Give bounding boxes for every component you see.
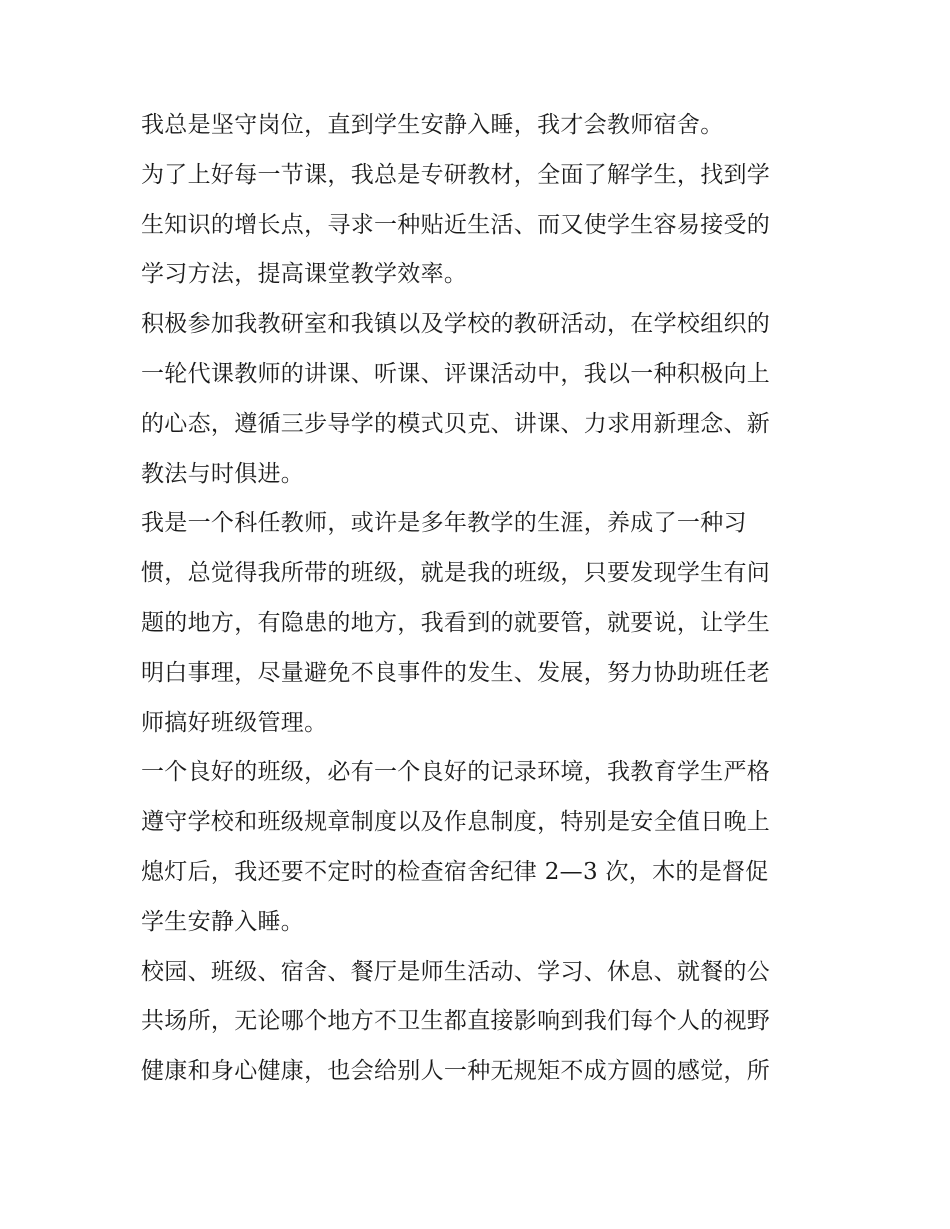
text-line: 积极参加我教研室和我镇以及学校的教研活动，在学校组织的 bbox=[141, 311, 771, 338]
text-line: 我总是坚守岗位，直到学生安静入睡，我才会教师宿舍。 bbox=[141, 112, 724, 138]
text-line: 明白事理，尽量避免不良事件的发生、发展，努力协助班任老 bbox=[141, 659, 771, 686]
text-line: 为了上好每一节课，我总是专研教材，全面了解学生，找到学 bbox=[141, 161, 771, 188]
text-line: 健康和身心健康，也会给别人一种无规矩不成方圆的感觉，所 bbox=[141, 1058, 771, 1085]
text-line: 共场所，无论哪个地方不卫生都直接影响到我们每个人的视野 bbox=[141, 1008, 771, 1035]
text-line: 一轮代课教师的讲课、听课、评课活动中，我以一种积极向上 bbox=[141, 360, 771, 387]
text-line: 我是一个科任教师，或许是多年教学的生涯，养成了一种习 bbox=[141, 510, 747, 537]
text-line: 学生安静入睡。 bbox=[141, 908, 305, 935]
text-line: 教法与时俱进。 bbox=[141, 460, 305, 487]
text-line: 的心态，遵循三步导学的模式贝克、讲课、力求用新理念、新 bbox=[141, 410, 771, 437]
document-page bbox=[141, 109, 821, 1105]
text-line: 校园、班级、宿舍、餐厅是师生活动、学习、休息、就餐的公 bbox=[141, 958, 771, 985]
text-line: 题的地方，有隐患的地方，我看到的就要管，就要说，让学生 bbox=[141, 609, 771, 636]
text-line: 惯，总觉得我所带的班级，就是我的班级，只要发现学生有问 bbox=[141, 560, 771, 587]
text-line: 熄灯后，我还要不定时的检查宿舍纪律 2—3 次，木的是督促 bbox=[141, 858, 769, 885]
text-line: 遵守学校和班级规章制度以及作息制度，特别是安全值日晚上 bbox=[141, 809, 771, 836]
text-line: 师搞好班级管理。 bbox=[141, 709, 328, 736]
text-line: 一个良好的班级，必有一个良好的记录环境，我教育学生严格 bbox=[141, 759, 771, 786]
text-line: 生知识的增长点，寻求一种贴近生活、而又使学生容易接受的 bbox=[141, 211, 771, 238]
text-line: 学习方法，提高课堂教学效率。 bbox=[141, 261, 468, 288]
